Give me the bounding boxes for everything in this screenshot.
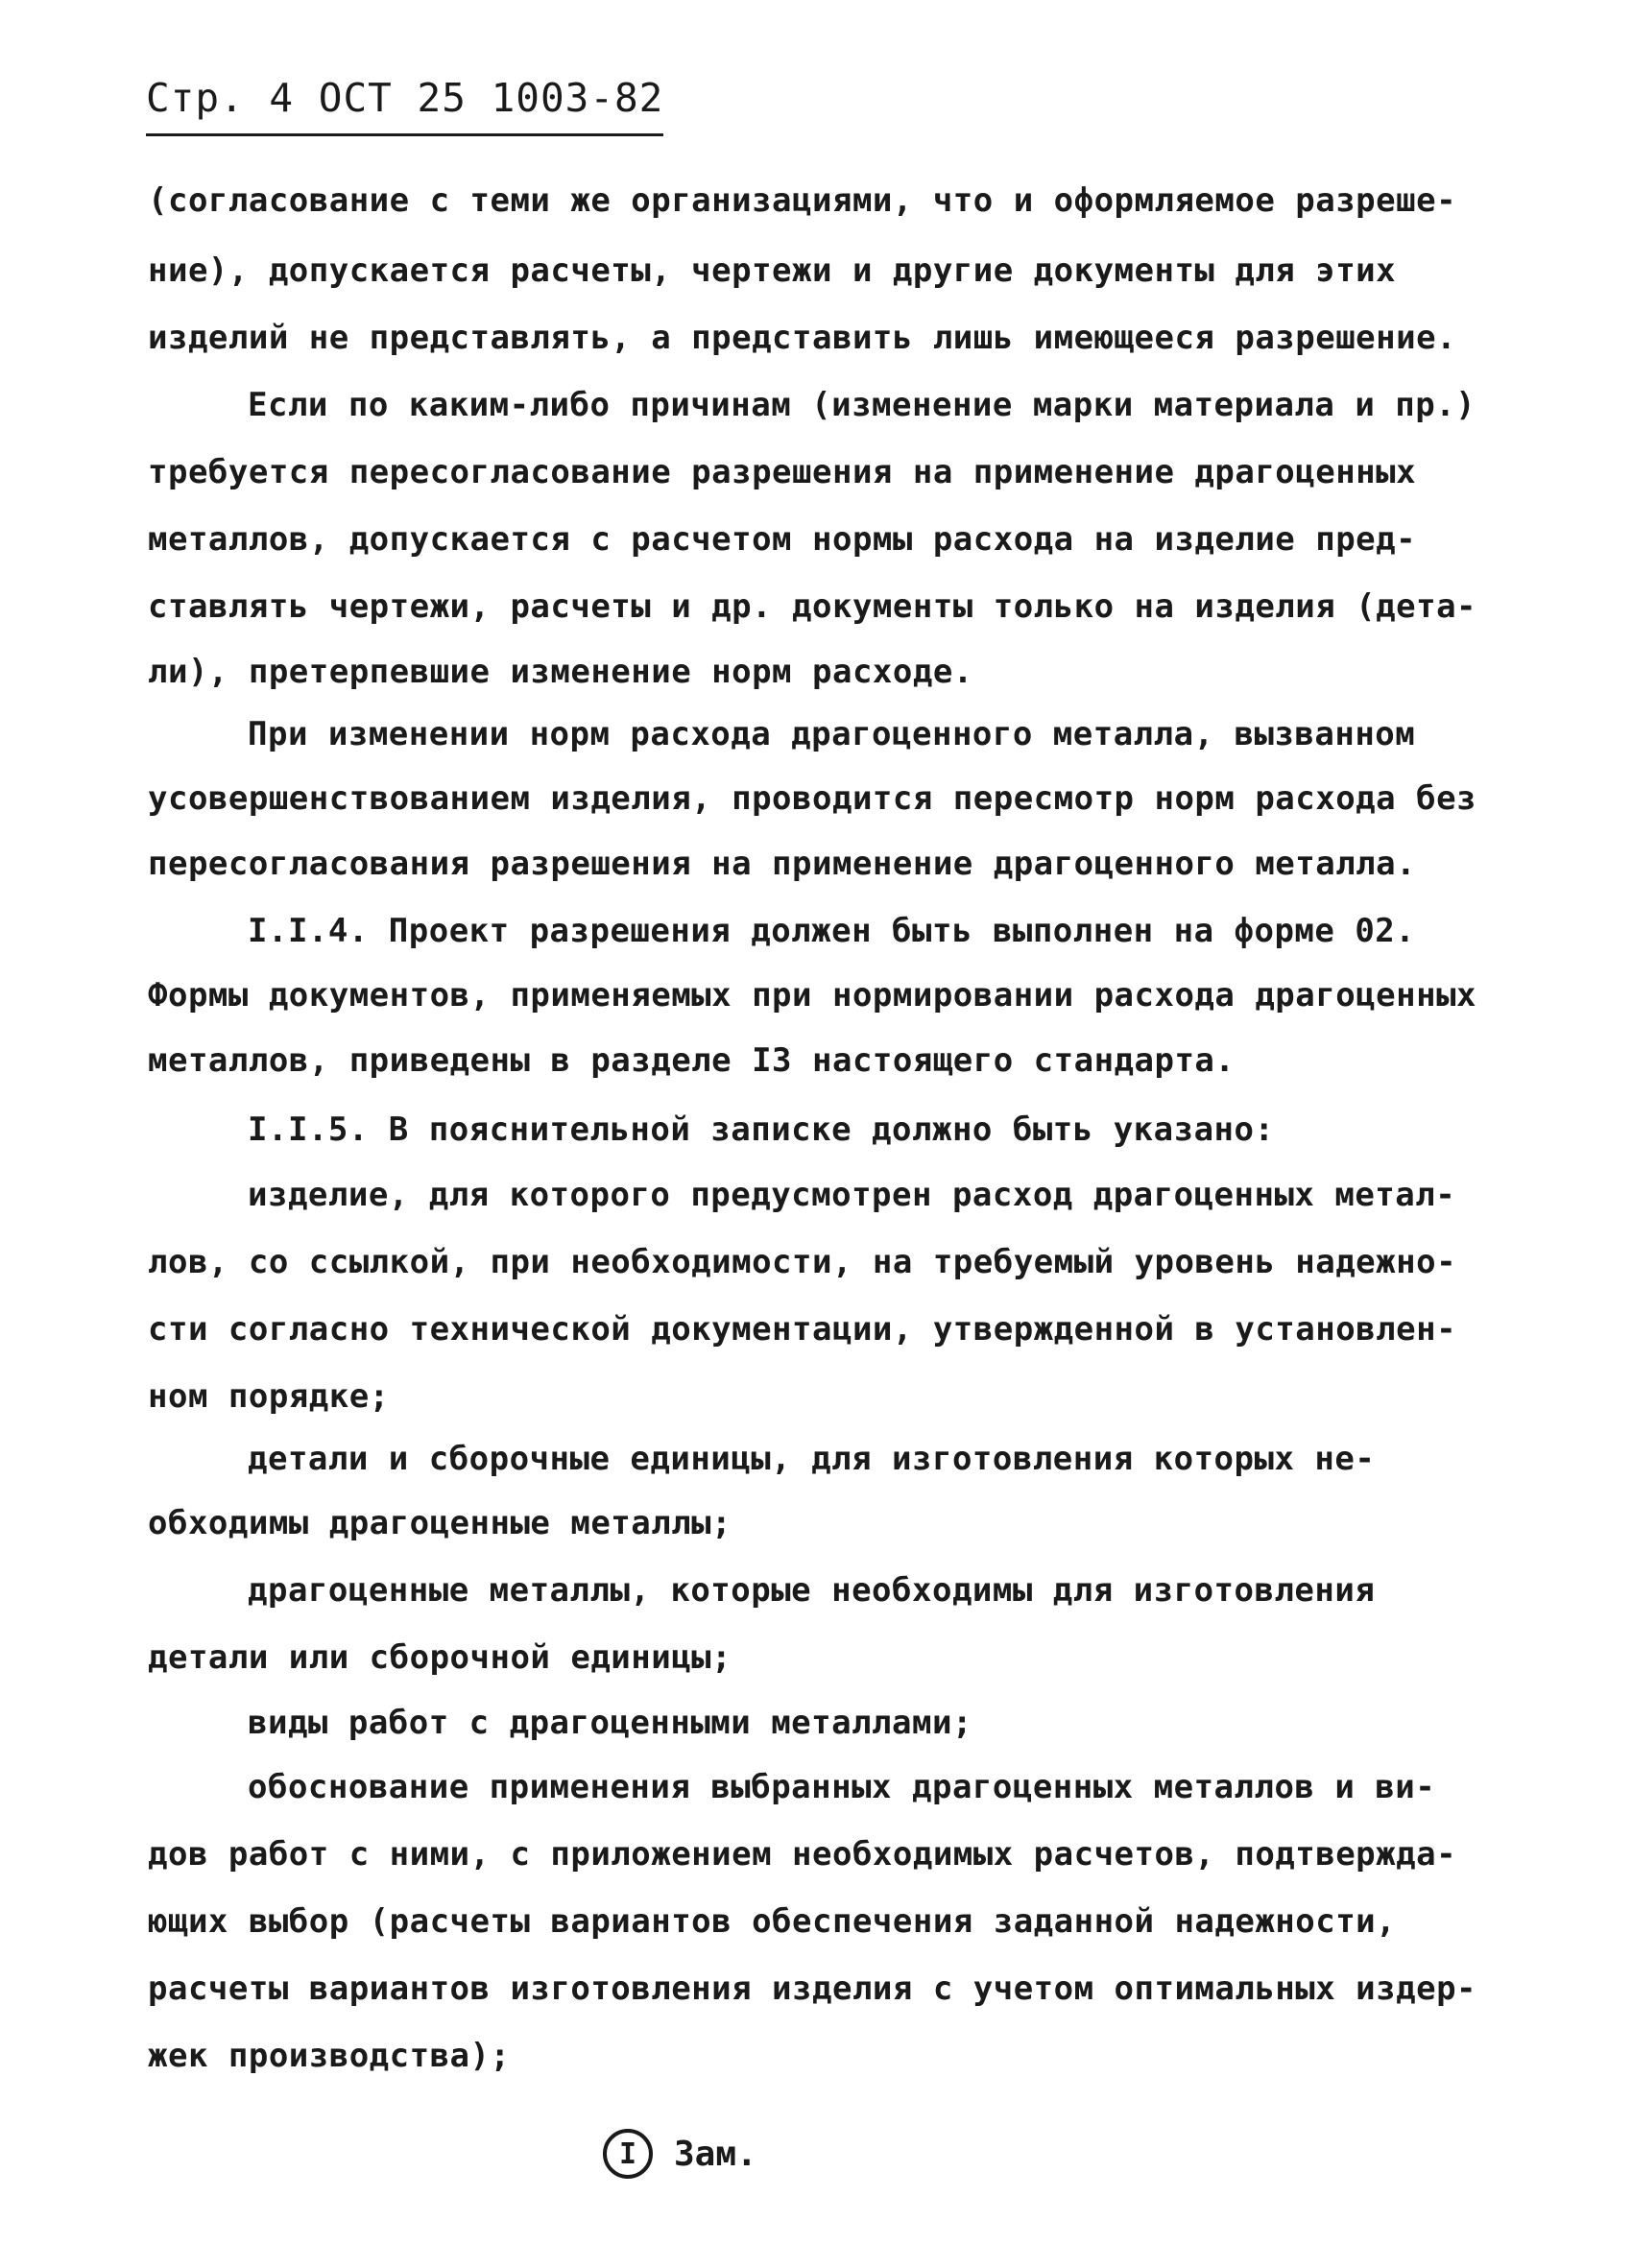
text-line: металлов, допускается с расчетом нормы расхода на изделие пред- xyxy=(148,520,1417,559)
text-line: I.I.5. В пояснительной записке должно быть указано: xyxy=(248,1110,1275,1149)
change-label: Зам. xyxy=(674,2134,757,2174)
text-line: изделий не представлять, а представить лишь имеющееся разрешение. xyxy=(148,319,1457,357)
text-line: При изменении норм расхода драгоценного металла, вызванном xyxy=(248,715,1416,753)
text-line: драгоценные металлы, которые необходимы для изготовления xyxy=(248,1571,1376,1610)
text-line: пересогласования разрешения на применение драгоценного металла. xyxy=(148,845,1417,883)
text-line: ставлять чертежи, расчеты и др. документы только на изделия (дета- xyxy=(148,587,1477,626)
text-line: виды работ с драгоценными металлами; xyxy=(248,1704,972,1742)
text-line: требуется пересогласование разрешения на применение драгоценных xyxy=(148,453,1417,491)
text-line: детали или сборочной единицы; xyxy=(148,1638,732,1677)
text-line: изделие, для которого предусмотрен расход драгоценных метал- xyxy=(248,1176,1456,1214)
text-line: ние), допускается расчеты, чертежи и другие документы для этих xyxy=(148,251,1397,290)
text-line: жек производства); xyxy=(148,2037,511,2075)
text-line: лов, со ссылкой, при необходимости, на требуемый уровень надежно- xyxy=(148,1243,1457,1281)
text-line: (согласование с теми же организациями, что и оформляемое разреше- xyxy=(148,181,1457,220)
text-line: усовершенствованием изделия, проводится пересмотр норм расхода без xyxy=(148,779,1477,818)
text-line: Если по каким-либо причинам (изменение марки материала и пр.) xyxy=(248,386,1476,424)
text-line: расчеты вариантов изготовления изделия с учетом оптимальных издер- xyxy=(148,1970,1477,2008)
text-line: ющих выбор (расчеты вариантов обеспечения заданной надежности, xyxy=(148,1902,1397,1941)
change-mark xyxy=(603,2129,757,2179)
text-line: обходимы драгоценные металлы; xyxy=(148,1504,732,1542)
text-line: металлов, приведены в разделе I3 настоящего стандарта. xyxy=(148,1041,1236,1080)
text-line: I.I.4. Проект разрешения должен быть выполнен на форме 02. xyxy=(248,912,1416,950)
text-line: дов работ с ними, с приложением необходимых расчетов, подтвержда- xyxy=(148,1835,1457,1874)
text-line: обоснование применения выбранных драгоценных металлов и ви- xyxy=(248,1768,1436,1806)
page-header: Стр. 4 ОСТ 25 1003-82 xyxy=(146,79,663,136)
text-line: сти согласно технической документации, утвержденной в установлен- xyxy=(148,1310,1457,1349)
text-line: детали и сборочные единицы, для изготовления которых не- xyxy=(248,1440,1376,1478)
text-line: ном порядке; xyxy=(148,1377,390,1416)
change-number-circle: I xyxy=(603,2129,653,2179)
text-line: Формы документов, применяемых при нормировании расхода драгоценных xyxy=(148,976,1477,1015)
text-line: ли), претерпевшие изменение норм расходе. xyxy=(148,653,973,691)
